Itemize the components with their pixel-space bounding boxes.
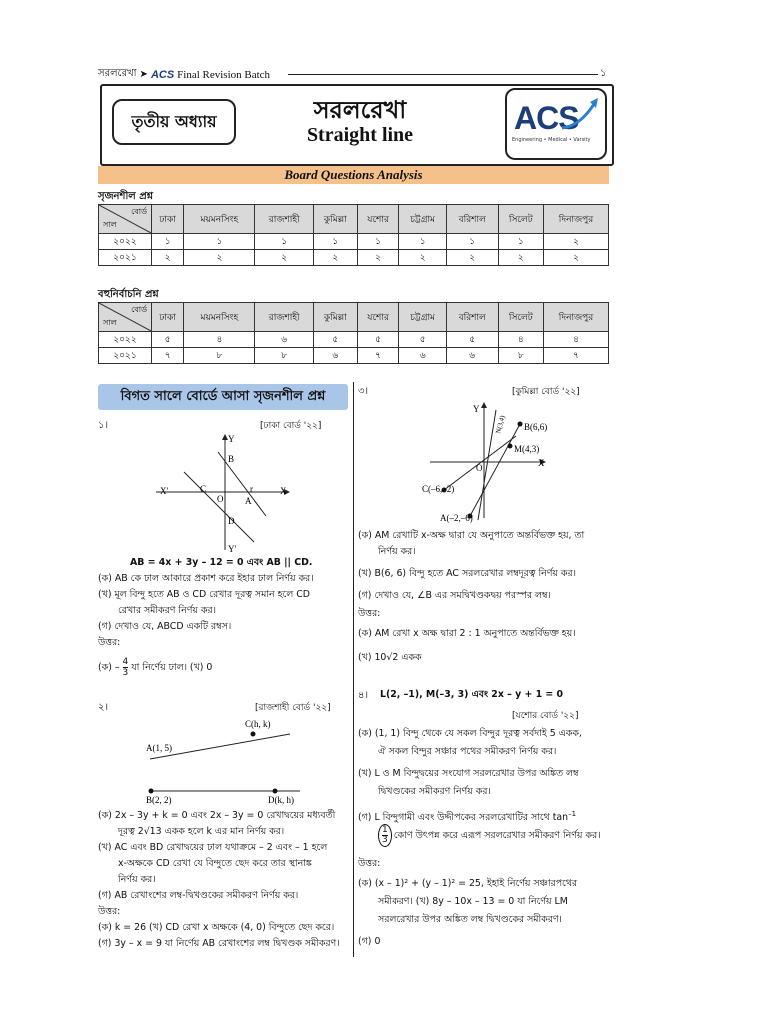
label-b: B <box>228 454 235 464</box>
count-cell: ১ <box>255 234 313 250</box>
q2-answer-2: (গ) 3y – x = 9 যা নির্ণেয় AB রেখাংশের লম্ব দ্বিখণ্ডক সমীকরণ। <box>98 938 340 949</box>
mcq-label: বহুনির্বাচনি প্রশ্ন <box>98 289 159 300</box>
q4-answer-1: (ক) (x – 1)² + (y – 1)² = 25, ইহাই নির্ণেয় সঞ্চারপথের <box>358 878 578 889</box>
count-cell: ১ <box>184 234 255 250</box>
q2-part-kha-cont2: নির্ণয় কর। <box>118 874 156 885</box>
q3-answer-label: উত্তর: <box>358 608 381 619</box>
count-cell: ১ <box>446 234 498 250</box>
label-o: O <box>217 494 224 504</box>
q2-part-kha-cont: x-অক্ষকে CD রেখা যে বিন্দুতে ছেদ করে তার স্থানাঙ্ক <box>118 858 312 869</box>
count-cell: ২ <box>313 250 357 266</box>
label-b: B(2, 2) <box>146 795 172 805</box>
acs-logo-tagline: Engineering • Medical • Varsity <box>512 137 591 143</box>
label-r: r <box>250 484 253 494</box>
board-header: রাজশাহী <box>255 205 313 234</box>
label-x1: X' <box>160 486 169 496</box>
q4-number: ৪। <box>358 690 369 701</box>
q1-answer: (ক) – $\frac{4}{3}$ যা নির্ণেয় ঢাল। (খ) 0 <box>98 657 213 678</box>
q2-part-kha: (খ) AC এবং BD রেখাদ্বয়ের ঢাল যথাক্রমে – 2 এবং – 1 হলে <box>98 842 328 853</box>
q3-source: [কুমিল্লা বোর্ড '২২] <box>512 387 580 397</box>
table-row <box>99 234 609 250</box>
label-x: X <box>538 458 545 468</box>
count-cell: ৮ <box>184 348 255 364</box>
board-header: ঢাকা <box>152 205 184 234</box>
corner-cell: বোর্ড সাল <box>99 303 152 332</box>
q2-figure <box>140 715 350 807</box>
count-cell: ২ <box>543 250 608 266</box>
q4-source: [যশোর বোর্ড '২২] <box>512 711 579 721</box>
q3-figure <box>420 400 560 525</box>
board-header: চট্টগ্রাম <box>399 303 447 332</box>
board-header: ময়মনসিংহ <box>184 303 255 332</box>
label-a: A <box>245 496 252 506</box>
board-header: যশোর <box>357 303 399 332</box>
board-header: ঢাকা <box>152 303 184 332</box>
label-y: Y <box>228 434 235 444</box>
q3-part-kha: (খ) B(6, 6) বিন্দু হতে AC সরলরেখার লম্বদূরত্ব নির্ণয় কর। <box>358 568 576 579</box>
q4-answer-3: সরলরেখার উপর অঙ্কিত লম্ব দ্বিখণ্ডকের সমীকরণ। <box>378 914 562 925</box>
q1-source: [ঢাকা বোর্ড '২২] <box>260 421 322 431</box>
running-header <box>98 66 270 83</box>
creative-board-table <box>98 204 609 266</box>
q3-number: ৩। <box>358 386 369 397</box>
q4-part-ka: (ক) (1, 1) বিন্দু থেকে যে সকল বিন্দুর দূরত্ব সর্বদাই 5 একক, <box>358 728 582 739</box>
running-header-chapter: সরলরেখা <box>98 68 137 79</box>
count-cell: ৪ <box>498 332 543 348</box>
label-a: A(1, 5) <box>146 743 172 753</box>
count-cell: ২ <box>152 250 184 266</box>
board-header: যশোর <box>357 205 399 234</box>
count-cell: ৮ <box>498 348 543 364</box>
count-cell: ৭ <box>543 348 608 364</box>
label-y: Y <box>473 404 480 414</box>
mcq-board-table <box>98 302 609 364</box>
logo-swoosh-icon <box>560 96 600 132</box>
count-cell: ৬ <box>399 348 447 364</box>
q1-part-ka: (ক) AB কে ঢাল আকারে প্রকাশ করে ইহার ঢাল নির্ণয় কর। <box>98 573 314 584</box>
fraction-denominator: 3 <box>122 668 129 678</box>
acs-logo-text: ACS <box>514 100 579 136</box>
q3-answer-1: (ক) AM রেখা x অক্ষ দ্বারা 2 : 1 অনুপাতে অন্তর্বিভক্ত হয়। <box>358 628 576 639</box>
q3-answer-2: (খ) 10√2 একক <box>358 652 422 663</box>
label-c: C <box>200 484 207 494</box>
acs-mini-logo: ACS <box>150 68 175 81</box>
count-cell: ২ <box>399 250 447 266</box>
q2-part-ga: (গ) AB রেখাংশের লম্ব-দ্বিখণ্ডকের সমীকরণ নির্ণয় কর। <box>98 890 299 901</box>
label-m: M(4,3) <box>514 444 540 454</box>
q4-answer-label: উত্তর: <box>358 858 381 869</box>
fraction-numerator: 4 <box>122 657 129 667</box>
page-number: ১ <box>600 68 607 79</box>
q2-part-ka-cont: দূরত্ব 2√13 একক হলে k এর মান নির্ণয় কর। <box>118 826 285 837</box>
board-header: সিলেট <box>498 205 543 234</box>
q2-number: ২। <box>98 702 109 713</box>
count-cell: ২ <box>543 234 608 250</box>
label-a: A(–2,–6) <box>440 513 473 523</box>
creative-label: সৃজনশীল প্রশ্ন <box>98 191 153 202</box>
label-n: N(3,4) <box>494 414 507 435</box>
board-header: চট্টগ্রাম <box>399 205 447 234</box>
count-cell: ১ <box>498 234 543 250</box>
q1-part-ga: (গ) দেখাও যে, ABCD একটি রম্বস। <box>98 621 232 632</box>
q4-part-kha: (খ) L ও M বিন্দুদ্বয়ের সংযোগ সরলরেখার উপর অঙ্কিত লম্ব <box>358 768 579 779</box>
q4-part-kha-cont: দ্বিখণ্ডকের সমীকরণ নির্ণয় কর। <box>378 786 491 797</box>
label-d: D(k, h) <box>268 795 294 805</box>
q2-answer-1: (ক) k = 26 (খ) CD রেখা x অক্ষকে (4, 0) বিন্দুতে ছেদ করে। <box>98 922 335 933</box>
count-cell: ১ <box>152 234 184 250</box>
chapter-title-en: Straight line <box>306 124 414 146</box>
chapter-label: তৃতীয় অধ্যায় <box>112 99 236 145</box>
year-cell: ২০২২ <box>99 332 152 348</box>
board-header: দিনাজপুর <box>543 205 608 234</box>
q3-part-ka-cont: নির্ণয় কর। <box>378 546 416 557</box>
count-cell: ১ <box>313 234 357 250</box>
count-cell: ২ <box>446 250 498 266</box>
count-cell: ২ <box>255 250 313 266</box>
count-cell: ৫ <box>446 332 498 348</box>
count-cell: ৭ <box>357 348 399 364</box>
count-cell: ২ <box>184 250 255 266</box>
board-header: সিলেট <box>498 303 543 332</box>
count-cell: ২ <box>498 250 543 266</box>
board-header: বরিশাল <box>446 303 498 332</box>
q1-figure <box>150 430 300 554</box>
q1-answer-label: উত্তর: <box>98 637 121 648</box>
q2-source: [রাজশাহী বোর্ড '২২] <box>255 703 331 713</box>
label-c: C(–6,–2) <box>422 484 455 494</box>
q1-stem: AB = 4x + 3y – 12 = 0 এবং AB || CD. <box>130 557 313 568</box>
table-row <box>99 250 609 266</box>
board-header: রাজশাহী <box>255 303 313 332</box>
corner-cell: বোর্ড সাল <box>99 205 152 234</box>
q1-part-kha: (খ) মূল বিন্দু হতে AB ও CD রেখার দূরত্ব সমান হলে CD <box>98 589 310 600</box>
board-header: কুমিল্লা <box>313 303 357 332</box>
batch-name: Final Revision Batch <box>177 68 271 81</box>
board-header: দিনাজপুর <box>543 303 608 332</box>
year-cell: ২০২১ <box>99 250 152 266</box>
count-cell: ৫ <box>152 332 184 348</box>
fraction-circle: 1 3 <box>378 824 392 847</box>
label-c: C(h, k) <box>245 719 271 729</box>
chapter-title-bn: সরলরেখা <box>313 96 407 124</box>
q4-part-ga-cont: 1 3 কোণ উৎপন্ন করে এরূপ সরলরেখার সমীকরণ নির্ণয় কর। <box>378 824 600 847</box>
table-row <box>99 332 609 348</box>
header-rule <box>288 74 598 75</box>
count-cell: ১ <box>399 234 447 250</box>
q1-part-kha-cont: রেখার সমীকরণ নির্ণয় কর। <box>118 605 216 616</box>
count-cell: ২ <box>357 250 399 266</box>
arrow-icon: ➤ <box>139 69 148 80</box>
analysis-title: Board Questions Analysis <box>98 166 609 184</box>
q2-part-ka: (ক) 2x – 3y + k = 0 এবং 2x – 3y = 0 রেখাদ্বয়ের মধ্যবর্তী <box>98 810 336 821</box>
q3-part-ka: (ক) AM রেখাটি x-অক্ষ দ্বারা যে অনুপাতে অন্তর্বিভক্ত হয়, তা <box>358 530 585 541</box>
count-cell: ৬ <box>313 348 357 364</box>
q1-number: ১। <box>98 420 109 431</box>
board-header: কুমিল্লা <box>313 205 357 234</box>
table-row <box>99 348 609 364</box>
q2-answer-label: উত্তর: <box>98 906 121 917</box>
year-cell: ২০২২ <box>99 234 152 250</box>
count-cell: ৬ <box>446 348 498 364</box>
count-cell: ১ <box>357 234 399 250</box>
label-b: B(6,6) <box>524 422 548 432</box>
past-questions-banner: বিগত সালে বোর্ডে আসা সৃজনশীল প্রশ্ন <box>98 384 348 410</box>
label-x: X <box>280 486 287 496</box>
count-cell: ৬ <box>255 332 313 348</box>
count-cell: ৮ <box>255 348 313 364</box>
count-cell: ৪ <box>543 332 608 348</box>
q4-part-ka-cont: ঐ সকল বিন্দুর সঞ্চার পথের সমীকরণ নির্ণয় কর। <box>378 746 557 757</box>
count-cell: ৫ <box>357 332 399 348</box>
label-o: O <box>476 463 483 473</box>
q3-part-ga: (গ) দেখাও যে, ∠B এর সমদ্বিখণ্ডকদ্বয় পরস্পর লম্ব। <box>358 590 551 601</box>
q4-part-ga: (গ) L বিন্দুগামী এবং উদ্দীপকের সরলরেখাটির সাথে $\tan^{-1}$ <box>358 810 577 824</box>
q4-stem: L(2, –1), M(–3, 3) এবং 2x – y + 1 = 0 <box>380 689 564 700</box>
count-cell: ৫ <box>399 332 447 348</box>
q4-answer-2: সমীকরণ। (খ) 8y – 10x – 13 = 0 যা নির্ণেয় LM <box>378 896 568 907</box>
label-d: D <box>228 516 235 526</box>
column-divider <box>353 382 354 957</box>
count-cell: ৭ <box>152 348 184 364</box>
q4-answer-4: (গ) 0 <box>358 936 381 947</box>
label-y1: Y' <box>228 544 237 554</box>
year-cell: ২০২১ <box>99 348 152 364</box>
board-header: বরিশাল <box>446 205 498 234</box>
count-cell: ৫ <box>313 332 357 348</box>
board-header: ময়মনসিংহ <box>184 205 255 234</box>
count-cell: ৪ <box>184 332 255 348</box>
